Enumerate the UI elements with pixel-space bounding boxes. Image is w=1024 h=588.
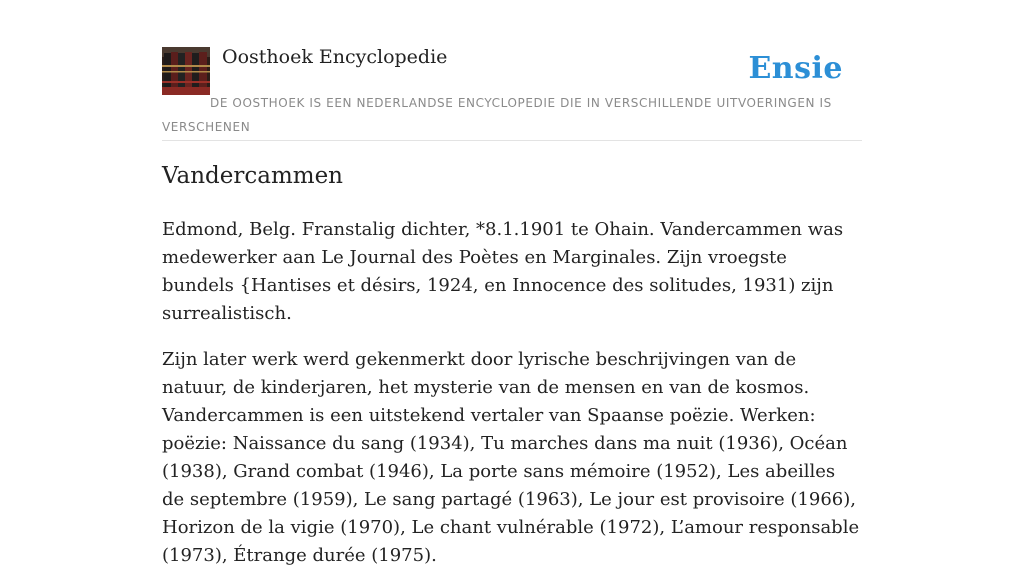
article-body xyxy=(162,216,862,588)
ensie-logo-link[interactable]: Ensie xyxy=(748,51,843,86)
encyclopedia-avatar[interactable] xyxy=(162,47,210,95)
site-header xyxy=(162,44,862,141)
article-paragraph: Zijn later werk werd gekenmerkt door lyrische beschrijvingen van de natuur, de kinderjaren, het mysterie van de mensen en van de kosmos. Vandercammen is een uitstekend vertaler van Spaanse poëzie. Werken: poëzie: Naissance du sang (1934), Tu marches dans ma nuit (1936), Océan (1938), Grand combat (1946), La porte sans mémoire (1952), Les abeilles de septembre (1959), Le sang partagé (1963), Le jour est provisoire (1966), Horizon de la vigie (1970), Le chant vulnérable (1972), L’amour responsable (1973), Étrange durée (1975). xyxy=(162,349,860,566)
site-title[interactable]: Oosthoek Encyclopedie xyxy=(222,46,448,68)
article-paragraph: Edmond, Belg. Franstalig dichter, *8.1.1901 te Ohain. Vandercammen was medewerker aan Le Journal des Poètes en Marginales. Zijn vroegste bundels {Hantises et désirs, 1924, en Innocence des solitudes, 1931) zijn surrealistisch. xyxy=(162,219,844,324)
books-icon xyxy=(162,47,210,95)
site-tagline: DE OOSTHOEK IS EEN NEDERLANDSE ENCYCLOPEDIE DIE IN VERSCHILLENDE UITVOERINGEN IS VERSCHENEN xyxy=(162,96,832,134)
article-title: Vandercammen xyxy=(162,163,343,189)
